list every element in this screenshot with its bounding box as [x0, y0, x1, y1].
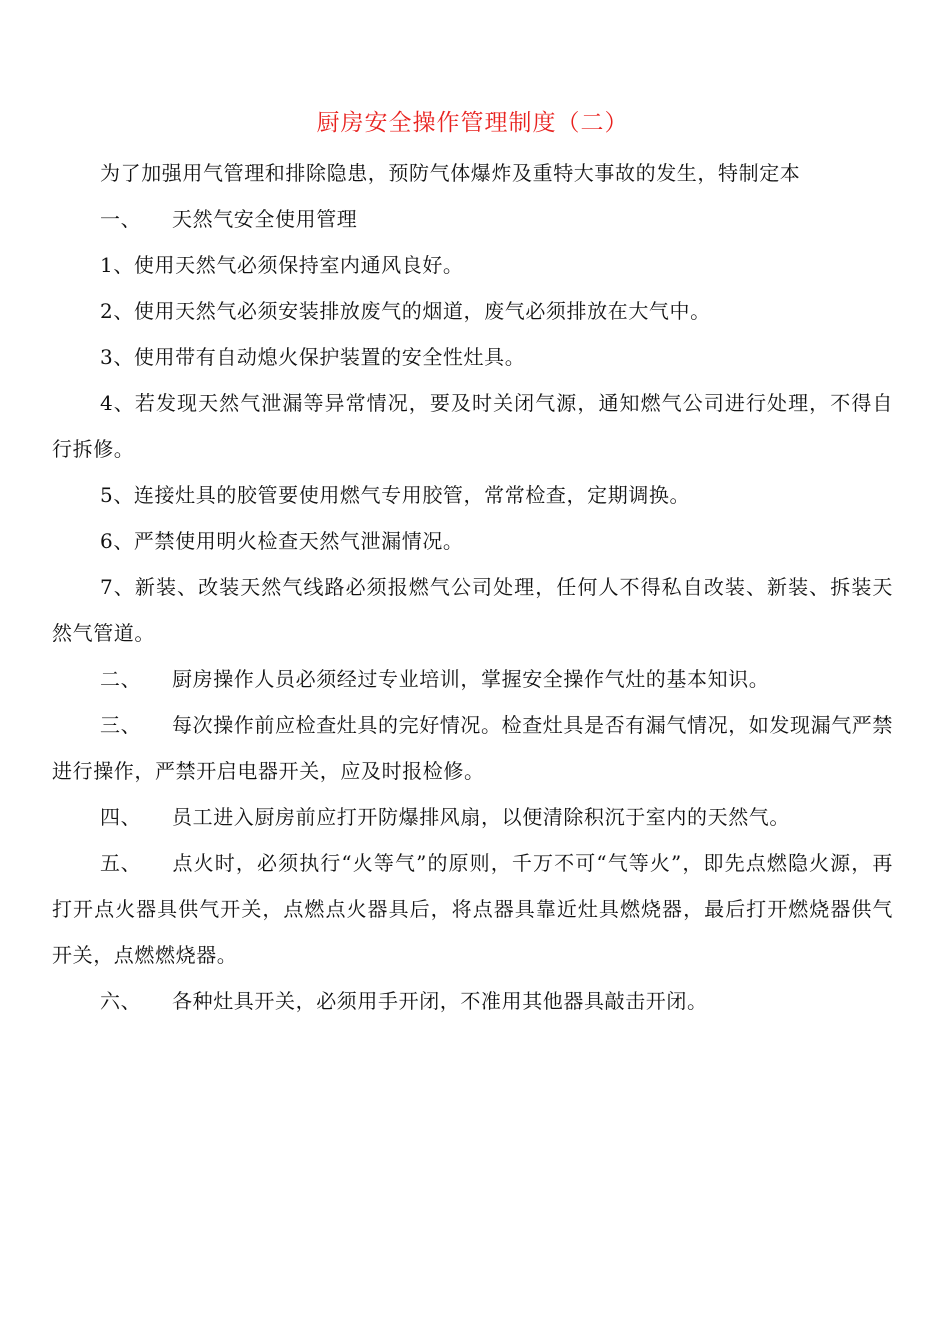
- section-1-item-6: 6、严禁使用明火检查天然气泄漏情况。: [100, 529, 464, 553]
- section-1-heading-text: 天然气安全使用管理: [172, 207, 358, 231]
- section-5-number: 五、: [100, 851, 142, 875]
- section-3-text: 每次操作前应检查灶具的完好情况。检查灶具是否有漏气情况，如发现漏气严禁进行操作，严禁开启电器开关，应及时报检修。: [52, 713, 893, 783]
- section-5-paragraph: [52, 840, 893, 978]
- section-5-text: 点火时，必须执行“火等气”的原则，千万不可“气等火”，即先点燃隐火源，再打开点火器具供气开关，点燃点火器具后，将点器具靠近灶具燃烧器，最后打开燃烧器供气开关，点燃燃烧器。: [52, 851, 893, 967]
- section-4-number: 四、: [100, 805, 142, 829]
- section-1-item-1: 1、使用天然气必须保持室内通风良好。: [100, 253, 464, 277]
- section-6-text: 各种灶具开关，必须用手开闭，不准用其他器具敲击开闭。: [172, 989, 708, 1013]
- document-title: 厨房安全操作管理制度（二）: [316, 110, 629, 136]
- section-2-paragraph: [52, 656, 893, 702]
- section-4-text: 员工进入厨房前应打开防爆排风扇，以便清除积沉于室内的天然气。: [172, 805, 790, 829]
- section-3-number: 三、: [100, 713, 142, 737]
- section-6-number: 六、: [100, 989, 142, 1013]
- section-1-item-5: 5、连接灶具的胶管要使用燃气专用胶管，常常检查，定期调换。: [100, 483, 691, 507]
- section-2-number: 二、: [100, 667, 142, 691]
- section-3-paragraph: [52, 702, 893, 794]
- section-1-heading: [52, 196, 893, 242]
- section-1-number: 一、: [100, 207, 142, 231]
- section-1-item-2: 2、使用天然气必须安装排放废气的烟道，废气必须排放在大气中。: [100, 299, 711, 323]
- section-1-item-4: 4、若发现天然气泄漏等异常情况，要及时关闭气源，通知燃气公司进行处理，不得自行拆修。: [52, 391, 893, 461]
- section-2-text: 厨房操作人员必须经过专业培训，掌握安全操作气灶的基本知识。: [172, 667, 770, 691]
- intro-paragraph: 为了加强用气管理和排除隐患，预防气体爆炸及重特大事故的发生，特制定本: [100, 161, 801, 185]
- section-4-paragraph: [52, 794, 893, 840]
- section-1-item-7: 7、新装、改装天然气线路必须报燃气公司处理，任何人不得私自改装、新装、拆装天然气管道。: [52, 575, 893, 645]
- section-1-item-3: 3、使用带有自动熄火保护装置的安全性灶具。: [100, 345, 526, 369]
- section-6-paragraph: [52, 978, 893, 1024]
